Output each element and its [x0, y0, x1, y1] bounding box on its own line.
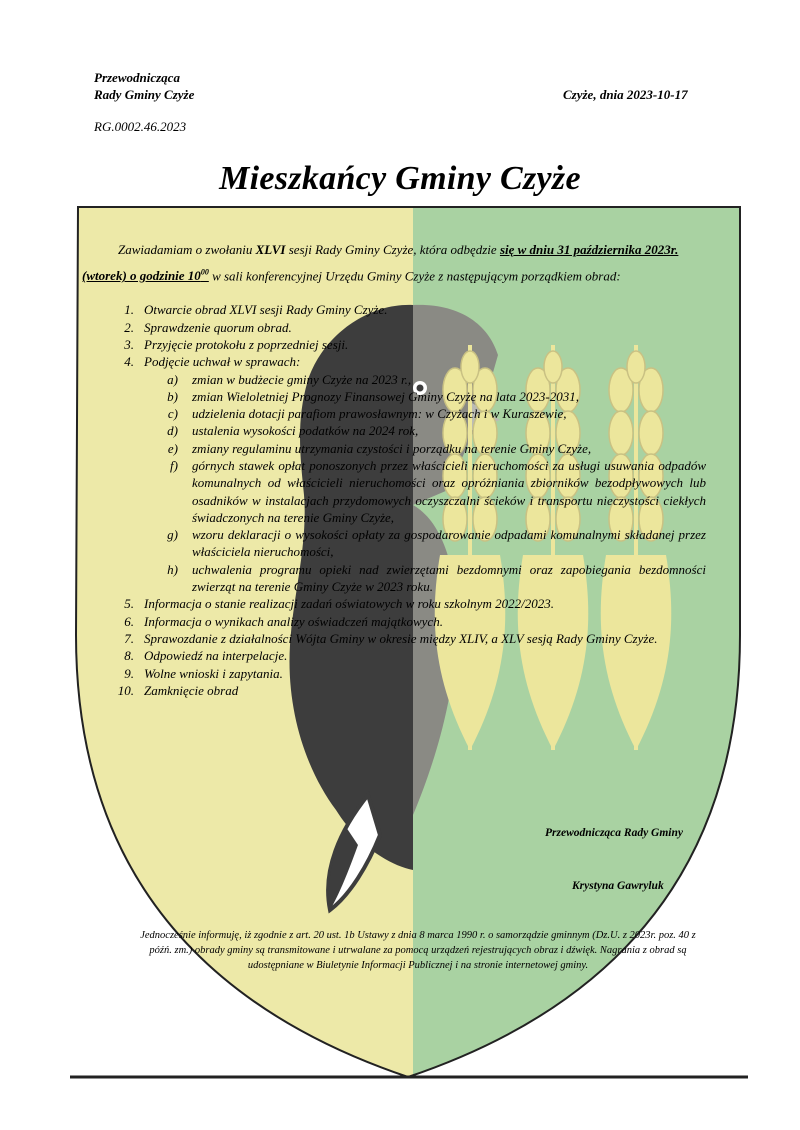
- resolution-letter: h): [167, 561, 178, 577]
- agenda-item-text: Odpowiedź na interpelacje.: [144, 648, 288, 664]
- agenda-item-number: 2.: [124, 319, 134, 335]
- agenda-item-text: Sprawozdanie z działalności Wójta Gminy w okresie między XLIV, a XLV sesją Rady Gminy Czyże.: [144, 630, 658, 646]
- document-date: Czyże, dnia 2023-10-17: [563, 87, 688, 102]
- resolution-letter: e): [167, 440, 178, 456]
- resolution-text: zmian Wieloletniej Prognozy Finansowej Gminy Czyże na lata 2023-2031,: [192, 388, 579, 404]
- resolution-item: [82, 440, 706, 457]
- agenda-item-text: Otwarcie obrad XLVI sesji Rady Gminy Czyże.: [144, 302, 388, 318]
- intro-text-2: sesji Rady Gminy Czyże, która odbędzie: [285, 242, 500, 257]
- resolution-text: udzielenia dotacji parafiom prawosławnym: w Czyżach i w Kuraszewie,: [192, 406, 567, 422]
- agenda-item: [82, 647, 706, 664]
- agenda-item: [82, 319, 706, 336]
- resolution-item: [82, 422, 706, 439]
- agenda-item-number: 8.: [124, 648, 134, 664]
- session-date-time: się w dniu 31 października 2023r. (wtorek) o godzinie $10^{00}$: [82, 242, 679, 284]
- resolution-item: [82, 371, 706, 388]
- resolution-item: [82, 457, 706, 526]
- resolution-text: zmian w budżecie gminy Czyże na 2023 r.,: [192, 371, 412, 387]
- resolution-text: wzoru deklaracji o wysokości opłaty za gospodarowanie odpadami komunalnymi składanej przez właściciela nieruchomości,: [192, 527, 706, 560]
- agenda-item-number: 6.: [124, 613, 134, 629]
- intro-text-1: Zawiadamiam o zwołaniu: [118, 242, 256, 257]
- agenda-item: [82, 353, 706, 595]
- recording-notice: Jednocześnie informuję, iż zgodnie z art. 20 ust. 1b Ustawy z dnia 8 marca 1990 r. o samorządzie gminnym (Dz.U. z 2023r. poz. 40 z późń. zm.) obrady gminy są transmitowane i utrwalane za pomocą urządzeń rejestrujących obraz i dźwięk. Nagrania z obrad są udostępniane w Biuletynie Informacji Publicznej i na stronie internetowej gminy.: [140, 930, 696, 971]
- resolution-text: górnych stawek opłat ponoszonych przez właścicieli nieruchomości za usługi usuwania odpadów komunalnych od właścicieli nieruchomości oraz opróżniania zbiorników bezodpływowych lub osadników w instalacjach przydomowych oczyszczalni ścieków i transportu nieczystości ciekłych świadczonych na terenie Gminy Czyże,: [192, 458, 706, 525]
- resolution-item: [82, 405, 706, 422]
- agenda-item-number: 3.: [124, 336, 134, 352]
- reference-number: RG.0002.46.2023: [94, 119, 187, 134]
- resolution-letter: c): [167, 406, 178, 422]
- announcement-body: [82, 238, 706, 699]
- agenda-item-text: Informacja o stanie realizacji zadań oświatowych w roku szkolnym 2022/2023.: [144, 596, 554, 612]
- resolution-letter: g): [167, 527, 178, 543]
- agenda-item-text: Podjęcie uchwał w sprawach:: [144, 354, 301, 370]
- agenda-item: [82, 630, 706, 647]
- resolution-letter: a): [167, 371, 178, 387]
- resolution-item: [82, 561, 706, 596]
- resolution-item: [82, 526, 706, 561]
- signature-name: Krystyna Gawryluk: [572, 880, 664, 892]
- resolution-letter: d): [167, 423, 178, 439]
- agenda-item-number: 5.: [124, 596, 134, 612]
- agenda-item: [82, 665, 706, 682]
- agenda-item-number: 4.: [124, 354, 134, 370]
- intro-text-3: w sali konferencyjnej Urzędu Gminy Czyże z następującym porządkiem obrad:: [208, 268, 621, 284]
- agenda-item-number: 7.: [124, 630, 134, 646]
- agenda-item: [82, 336, 706, 353]
- agenda-item: [82, 613, 706, 630]
- resolution-letter: f): [170, 458, 178, 473]
- agenda-item: [82, 595, 706, 612]
- resolution-text: ustalenia wysokości podatków na 2024 rok,: [192, 423, 419, 439]
- agenda-item-text: Wolne wnioski i zapytania.: [144, 665, 283, 681]
- page-title: Mieszkańcy Gminy Czyże: [219, 160, 581, 197]
- resolution-item: [82, 388, 706, 405]
- resolution-text: zmiany regulaminu utrzymania czystości i porządku na terenie Gminy Czyże,: [192, 440, 592, 456]
- agenda-list: [82, 301, 706, 699]
- resolution-text: uchwalenia programu opieki nad zwierzętami bezdomnymi oraz zapobiegania bezdomności zwierząt na terenie Gminy Czyże w 2023 roku.: [192, 561, 706, 595]
- agenda-item-number: 9.: [124, 665, 134, 681]
- agenda-item-number: 1.: [124, 302, 134, 318]
- agenda-item-text: Informacja o wynikach analizy oświadczeń majątkowych.: [144, 613, 443, 629]
- agenda-item: [82, 301, 706, 318]
- intro-paragraph: [82, 238, 706, 287]
- agenda-item-number: 10.: [117, 682, 134, 698]
- agenda-item-text: Sprawdzenie quorum obrad.: [144, 319, 292, 335]
- sender-block: [94, 69, 194, 103]
- agenda-item: [82, 682, 706, 699]
- agenda-item-text: Zamknięcie obrad: [144, 682, 239, 698]
- resolution-letter: b): [167, 388, 178, 404]
- signature-role: Przewodnicząca Rady Gminy: [545, 827, 683, 839]
- sender-council: Rady Gminy Czyże: [94, 87, 195, 102]
- resolution-list: [144, 371, 706, 596]
- session-number: XLVI: [255, 242, 286, 257]
- sender-title: Przewodnicząca: [94, 70, 180, 85]
- agenda-item-text: Przyjęcie protokołu z poprzedniej sesji.: [144, 336, 349, 352]
